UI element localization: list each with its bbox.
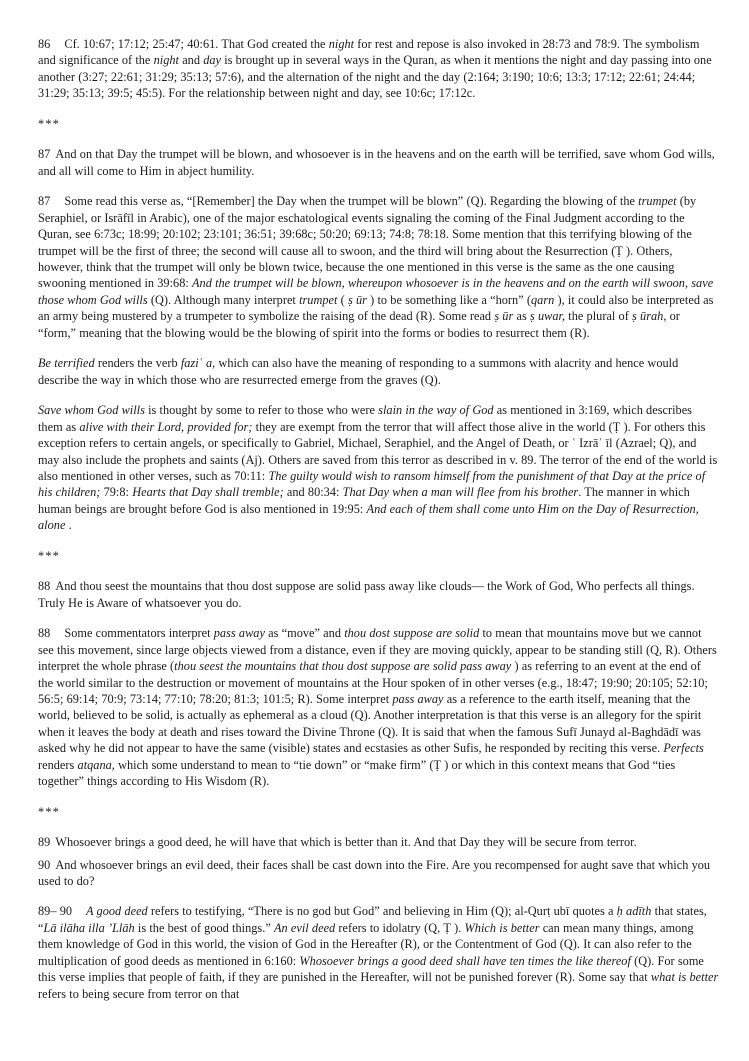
text-run: Cf. 10:67; 17:12; 25:47; 40:61. That God created the [64, 37, 329, 51]
text-run: they are exempt from the terror that will affect those alive in the world (Ṭ ). For others this exception refers to certain angels, or specifically to Gabriel, Michael, Seraphiel, and the Angel of Death, or ʿ Izrāʾ īl (Azrael; Q), and may also include the prophets and saints (Aj). Others are saved from this terror as described in v. 89. The terror of the end of the world is also mentioned in other verses, such as 70:11: [38, 419, 718, 483]
commentary-number-89-90: 89– 90 [38, 904, 73, 919]
italic-run: day [203, 53, 222, 68]
italic-run: night [153, 53, 179, 68]
transliteration: ṣ uwar, [529, 309, 566, 324]
transliteration: ṣ ūr [494, 309, 514, 324]
text-run: which some understand to mean to “tie down” or “make firm” (Ṭ ) or which in this context means that God “ties together” things according to His Wisdom (R). [38, 757, 676, 789]
lemma: thou dost suppose are solid [344, 626, 480, 641]
commentary-block-87 [38, 193, 719, 341]
text-run: (Q). Although many interpret [147, 292, 300, 307]
quran-quote: Whosoever brings a good deed shall have ten times the like thereof [299, 953, 631, 968]
commentary-number-88: 88 [38, 626, 51, 641]
commentary-block-87c [38, 402, 719, 534]
text-run: ) as referring to an event at the end of the world similar to the destruction or movement of mountains at the Hour spoken of in other verses (e.g., 18:47; 19:90; 20:105; 52:10; 56:5; 69:14; 70:9; 73:14; 77:10; 78:20; 81:3; 101:5; R). Some interpret [38, 659, 708, 706]
text-run: 79:8: [100, 485, 133, 500]
quran-quote: Hearts that Day shall tremble; [132, 485, 284, 500]
text-run: the plural of [565, 309, 633, 324]
section-separator-1: *** [38, 116, 61, 131]
text-run: for rest and repose is also invoked in 28:73 and 78:9. The symbolism and significance of the [38, 37, 700, 68]
text-run: Some read this verse as, “[Remember] the Day when the trumpet will be blown” (Q). Regarding the blowing of the [64, 194, 639, 209]
verse-number-87: 87 [38, 147, 51, 162]
quran-quote: alive with their Lord, provided for; [79, 419, 253, 434]
text-run: that states, “ [38, 904, 707, 935]
transliteration: qarn [531, 292, 555, 307]
transliteration: ḥ adīth [616, 904, 652, 919]
section-separator-3: *** [38, 804, 61, 819]
text-run: is brought up in several ways in the Quran, as when it mentions the night and day passing into one another (3:27; 22:61; 31:29; 35:13; 57:6), and the alternation of the night and the day (2:164; 3:190; 10:6; 13:3; 17:12; 22:61; 24:44; 31:29; 35:13; 39:5; 45:5). For the relationship between night and day, see 10:6c; 17:12c. [38, 53, 712, 101]
lemma: Perfects [663, 741, 704, 756]
transliteration: faziʿ a, [180, 356, 216, 371]
verse-text: And on that Day the trumpet will be blown, and whosoever is in the heavens and on the earth will be terrified, save whom God wills, and all will come to Him in abject humility. [38, 147, 715, 178]
verse-block-87 [38, 146, 719, 179]
text-run: (by Seraphiel, or Isrāfīl in Arabic), one of the major eschatological events signaling the coming of the Final Judgment according to the Quran, see 6:73c; 18:99; 20:102; 23:101; 36:51; 39:68c; 50:20; 69:13; 74:8; 78:18. Some mention that this terrifying blowing of the trumpet will be the first of three; the second will cause all to swoon, and the third will bring about the Resurrection (Ṭ ). Others, however, think that the trumpet will only be blown twice, because the one mentioned in this verse is the same as the one causing swooning mentioned in 39:68: [38, 194, 697, 291]
section-separator-2: *** [38, 548, 61, 563]
text-run: refers to being secure from terror on that [38, 986, 240, 1001]
text-run: and [179, 53, 204, 68]
verse-block-90 [38, 857, 719, 890]
commentary-block-86 [38, 36, 719, 102]
italic-run: night [328, 37, 355, 51]
quran-quote: slain in the way of God [378, 403, 494, 418]
text-run: refers to testifying, “There is no god but God” and believing in Him (Q); al-Qurṭ ubī quotes a [147, 904, 617, 919]
text-run: to mean that mountains move but we cannot see this movement, since large objects viewed from a distance, even if they are moving quickly, appear to be standing still (Q, R). Others interpret the whole phrase ( [38, 626, 717, 674]
text-run: can mean many things, among them knowledge of God in this world, the vision of God in the Hereafter (R), or the Contentment of God (Q). It can also refer to the multiplication of good deeds as mentioned in 6:160: [38, 920, 694, 968]
lemma: Which is better [464, 920, 540, 935]
verse-block-88 [38, 578, 719, 611]
commentary-block-87b [38, 355, 719, 388]
transliteration: ṣ ūr [347, 292, 367, 307]
text-run: ( [337, 292, 348, 307]
text-run: as mentioned in 3:169, which describes them as [38, 403, 692, 434]
text-run: renders the verb [94, 356, 181, 371]
text-run: renders [38, 757, 78, 772]
verse-text: Whosoever brings a good deed, he will have that which is better than it. And that Day they will be secure from terror. [55, 835, 637, 850]
verse-number-89: 89 [38, 835, 51, 850]
text-run: as a reference to the earth itself, meaning that the world, believed to be solid, is actually as ephemeral as a cloud (Q). Another interpretation is that this verse is an allegory for the spirit when it leaves the body at death and rises toward the Divine Throne (Q). It is said that when the famous Sufī Junayd al-Baghdādī was asked why he did not appear to have the same (visible) states and ecstasies as other Sufis, he responded by reciting this verse. [38, 691, 702, 756]
quran-quote: And each of them shall come unto Him on the Day of Resurrection, alone [38, 501, 699, 533]
quran-quote: The guilty would wish to ransom himself from the punishment of that Day at the price of his children; [38, 468, 706, 500]
commentary-block-89-90 [38, 903, 719, 1002]
commentary-number-87: 87 [38, 194, 51, 209]
text-run: (Q). For some this verse implies that people of faith, if they are punished in the Hereafter, will not be punished forever (R). Some say that [38, 953, 704, 985]
text-run: Some commentators interpret [64, 626, 214, 641]
lemma: An evil deed [274, 920, 336, 935]
commentary-number-86: 86 [38, 37, 51, 51]
lemma: Save whom God wills [38, 403, 145, 418]
lemma: pass away [213, 626, 265, 641]
text-run: ) to be something like a “horn” ( [366, 292, 531, 307]
text-run: ), it could also be interpreted as an army being mustered by a trumpeter to symbolize the raising of the dead (R). Some read [38, 292, 714, 324]
italic-run: trumpet [638, 194, 677, 209]
lemma: what is better [650, 970, 719, 985]
quran-quote: That Day when a man will flee from his brother [342, 485, 579, 500]
transliteration: atqana, [77, 757, 115, 772]
transliteration: Lā ilāha illa ʼLlāh [43, 920, 135, 935]
text-run: . The manner in which human beings are brought before God is also mentioned in 19:95: [38, 485, 690, 516]
text-run: which can also have the meaning of responding to a summons with alacrity and hence would describe the way in which those who are resurrected emerge from the graves (Q). [38, 356, 679, 387]
verse-text: And thou seest the mountains that thou dost suppose are solid pass away like clouds— the Work of God, Who perfects all things. Truly He is Aware of whatsoever you do. [38, 579, 695, 610]
verse-block-89 [38, 834, 719, 850]
text-run: or “form,” meaning that the blowing would be the blowing of spirit into the forms or bodies to resurrect them (R). [38, 309, 680, 340]
verse-text: And whosoever brings an evil deed, their faces shall be cast down into the Fire. Are you recompensed for aught save that which you used to do? [38, 857, 711, 889]
italic-run: trumpet [299, 292, 338, 307]
commentary-block-88 [38, 625, 719, 790]
verse-number-90: 90 [38, 857, 51, 872]
text-run: as “move” and [264, 626, 345, 641]
lemma: A good deed [86, 904, 148, 919]
text-run: is thought by some to refer to those who were [144, 403, 379, 418]
text-run: and 80:34: [283, 485, 343, 500]
text-run: refers to idolatry (Q, Ṭ ). [335, 920, 465, 935]
text-run: . [65, 518, 72, 533]
quran-quote: And the trumpet will be blown, whereupon whosoever is in the heavens and on the earth will swoon, save those whom God wills [38, 276, 714, 307]
text-run: is the best of good things.” [134, 920, 274, 935]
lemma: Be terrified [38, 356, 95, 371]
lemma: pass away [392, 691, 444, 706]
text-run: as [513, 309, 530, 324]
transliteration: ṣ ūrah, [632, 309, 667, 324]
verse-number-88: 88 [38, 579, 51, 594]
quran-quote: thou seest the mountains that thou dost suppose are solid pass away [174, 659, 512, 674]
